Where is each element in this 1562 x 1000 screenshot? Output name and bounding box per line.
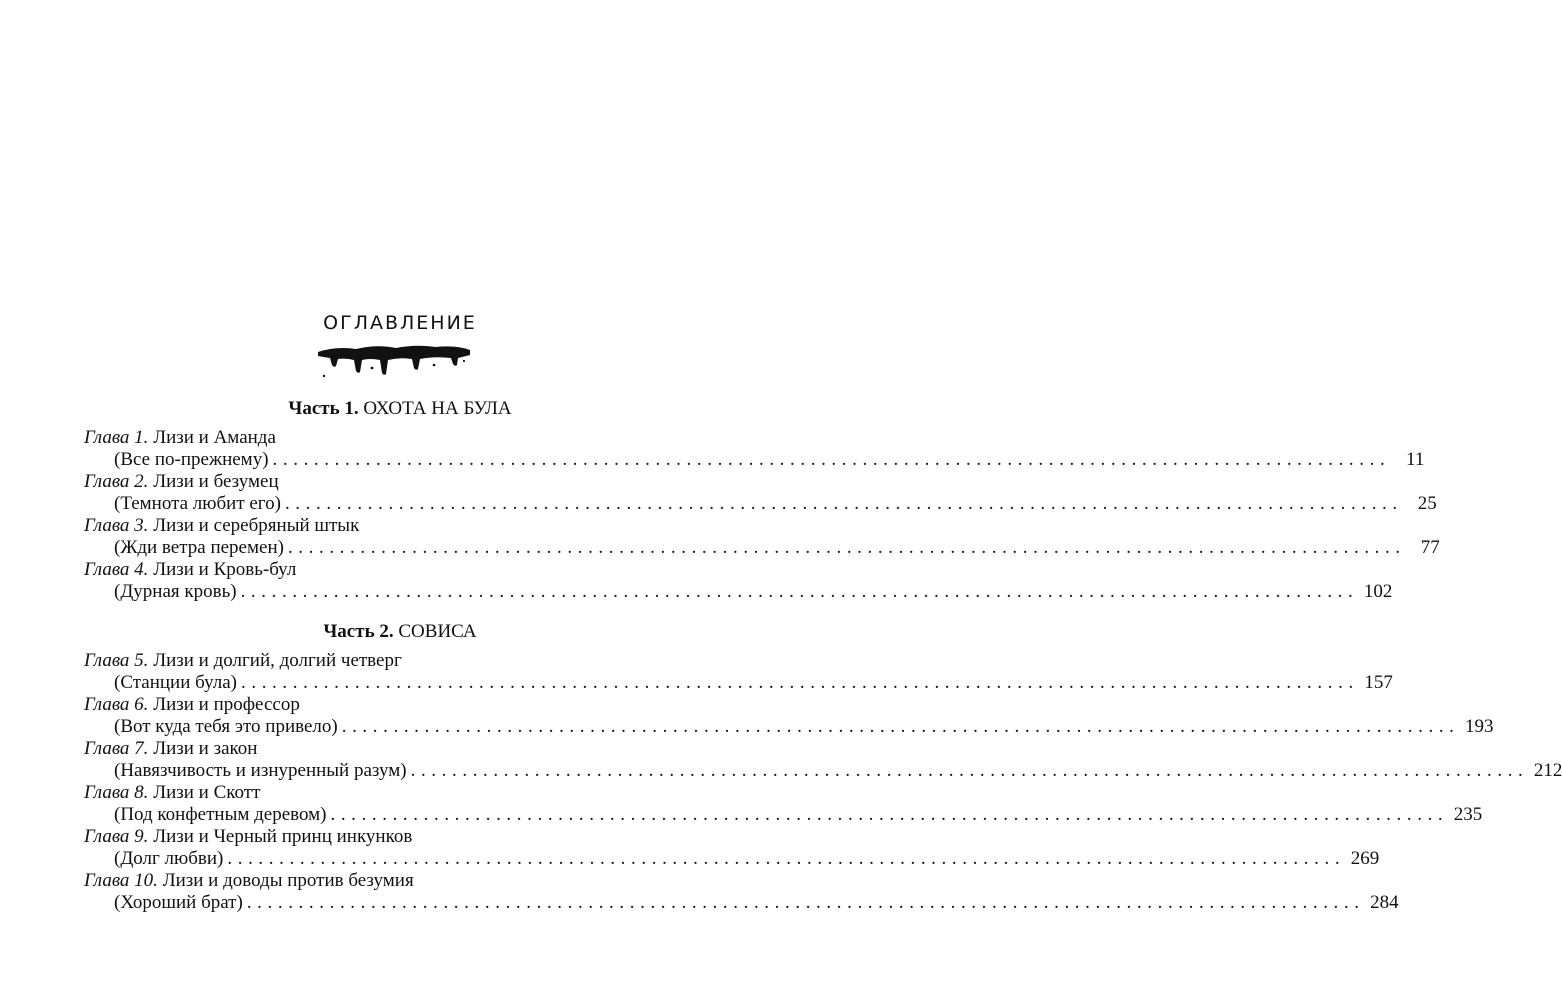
chapter-title-row[interactable] bbox=[84, 471, 704, 493]
dot-leader: ............................................................................................................ bbox=[330, 804, 1449, 825]
chapter-title-row[interactable] bbox=[84, 738, 704, 760]
chapter-title: Лизи и закон bbox=[153, 738, 258, 759]
part-label: Часть 1. bbox=[288, 398, 359, 419]
chapter-subtitle-row[interactable] bbox=[114, 848, 1380, 870]
dot-leader: ............................................................................................................ bbox=[272, 449, 1391, 470]
chapter-title-row[interactable] bbox=[84, 559, 704, 581]
chapter-title: Лизи и Кровь-бул bbox=[153, 559, 297, 580]
ink-drip-ornament-icon bbox=[316, 338, 472, 380]
dot-leader: ............................................................................................................ bbox=[341, 716, 1460, 737]
chapter-subtitle: (Все по-прежнему) bbox=[114, 449, 269, 470]
chapter-subtitle-row[interactable] bbox=[114, 449, 1425, 471]
chapter-subtitle: (Хороший брат) bbox=[114, 892, 243, 913]
chapter-subtitle: (Навязчивость и изнуренный разум) bbox=[114, 760, 407, 781]
page-number: 235 bbox=[1453, 804, 1483, 825]
page-number: 284 bbox=[1370, 892, 1399, 913]
chapter-title: Лизи и профессор bbox=[153, 694, 300, 715]
chapter-subtitle-row[interactable] bbox=[114, 581, 1393, 603]
chapter-subtitle: (Темнота любит его) bbox=[114, 493, 281, 514]
chapter-label: Глава 6. bbox=[84, 694, 149, 715]
chapter-subtitle-row[interactable] bbox=[114, 537, 1440, 559]
part-name: СОВИСА bbox=[398, 621, 477, 642]
chapter-label: Глава 7. bbox=[84, 738, 149, 759]
page-number: 77 bbox=[1420, 537, 1440, 558]
chapter-label: Глава 5. bbox=[84, 650, 149, 671]
chapter-title-row[interactable] bbox=[84, 427, 704, 449]
chapter-title-row[interactable] bbox=[84, 782, 704, 804]
chapter-subtitle-row[interactable] bbox=[114, 804, 1483, 826]
chapter-label: Глава 3. bbox=[84, 515, 149, 536]
page-number: 157 bbox=[1364, 672, 1393, 693]
chapter-title: Лизи и Черный принц инкунков bbox=[153, 826, 413, 847]
chapter-label: Глава 9. bbox=[84, 826, 149, 847]
chapter-subtitle-row[interactable] bbox=[114, 493, 1437, 515]
page-number: 193 bbox=[1465, 716, 1494, 737]
chapter-title-row[interactable] bbox=[84, 515, 704, 537]
chapter-title: Лизи и Аманда bbox=[153, 427, 276, 448]
part-name: ОХОТА НА БУЛА bbox=[363, 398, 512, 419]
chapter-label: Глава 8. bbox=[84, 782, 149, 803]
page-title: ОГЛАВЛЕНИЕ bbox=[323, 312, 477, 334]
chapter-subtitle: (Вот куда тебя это привело) bbox=[114, 716, 338, 737]
dot-leader: ............................................................................................................ bbox=[227, 848, 1346, 869]
chapter-title: Лизи и доводы против безумия bbox=[162, 870, 414, 891]
chapter-subtitle: (Станции була) bbox=[114, 672, 237, 693]
part-heading bbox=[0, 398, 800, 420]
chapter-label: Глава 1. bbox=[84, 427, 149, 448]
dot-leader: ............................................................................................................ bbox=[410, 760, 1529, 781]
part-heading bbox=[0, 621, 800, 643]
chapter-title: Лизи и безумец bbox=[153, 471, 279, 492]
chapter-subtitle-row[interactable] bbox=[114, 760, 1562, 782]
dot-leader: ............................................................................................................ bbox=[240, 581, 1359, 602]
chapter-title-row[interactable] bbox=[84, 826, 704, 848]
dot-leader: ............................................................................................................ bbox=[246, 892, 1365, 913]
chapter-subtitle: (Долг любви) bbox=[114, 848, 224, 869]
chapter-subtitle: (Под конфетным деревом) bbox=[114, 804, 327, 825]
dot-leader: ............................................................................................................ bbox=[287, 537, 1406, 558]
chapter-title-row[interactable] bbox=[84, 650, 704, 672]
chapter-title-row[interactable] bbox=[84, 694, 704, 716]
chapter-subtitle-row[interactable] bbox=[114, 672, 1393, 694]
page-number: 212 bbox=[1533, 760, 1562, 781]
chapter-title: Лизи и долгий, долгий четверг bbox=[153, 650, 402, 671]
chapter-subtitle: (Дурная кровь) bbox=[114, 581, 237, 602]
dot-leader: ............................................................................................................ bbox=[241, 672, 1359, 693]
chapter-subtitle: (Жди ветра перемен) bbox=[114, 537, 284, 558]
chapter-title-row[interactable] bbox=[84, 870, 704, 892]
page-number: 102 bbox=[1363, 581, 1393, 602]
dot-leader: ............................................................................................................ bbox=[284, 493, 1403, 514]
part-label: Часть 2. bbox=[323, 621, 394, 642]
page-number: 269 bbox=[1350, 848, 1380, 869]
chapter-title: Лизи и Скотт bbox=[153, 782, 261, 803]
chapter-label: Глава 10. bbox=[84, 870, 158, 891]
page-number: 11 bbox=[1406, 449, 1425, 470]
chapter-title: Лизи и серебряный штык bbox=[153, 515, 360, 536]
chapter-label: Глава 2. bbox=[84, 471, 149, 492]
page-number: 25 bbox=[1417, 493, 1437, 514]
chapter-subtitle-row[interactable] bbox=[114, 892, 1399, 914]
chapter-subtitle-row[interactable] bbox=[114, 716, 1494, 738]
chapter-label: Глава 4. bbox=[84, 559, 149, 580]
